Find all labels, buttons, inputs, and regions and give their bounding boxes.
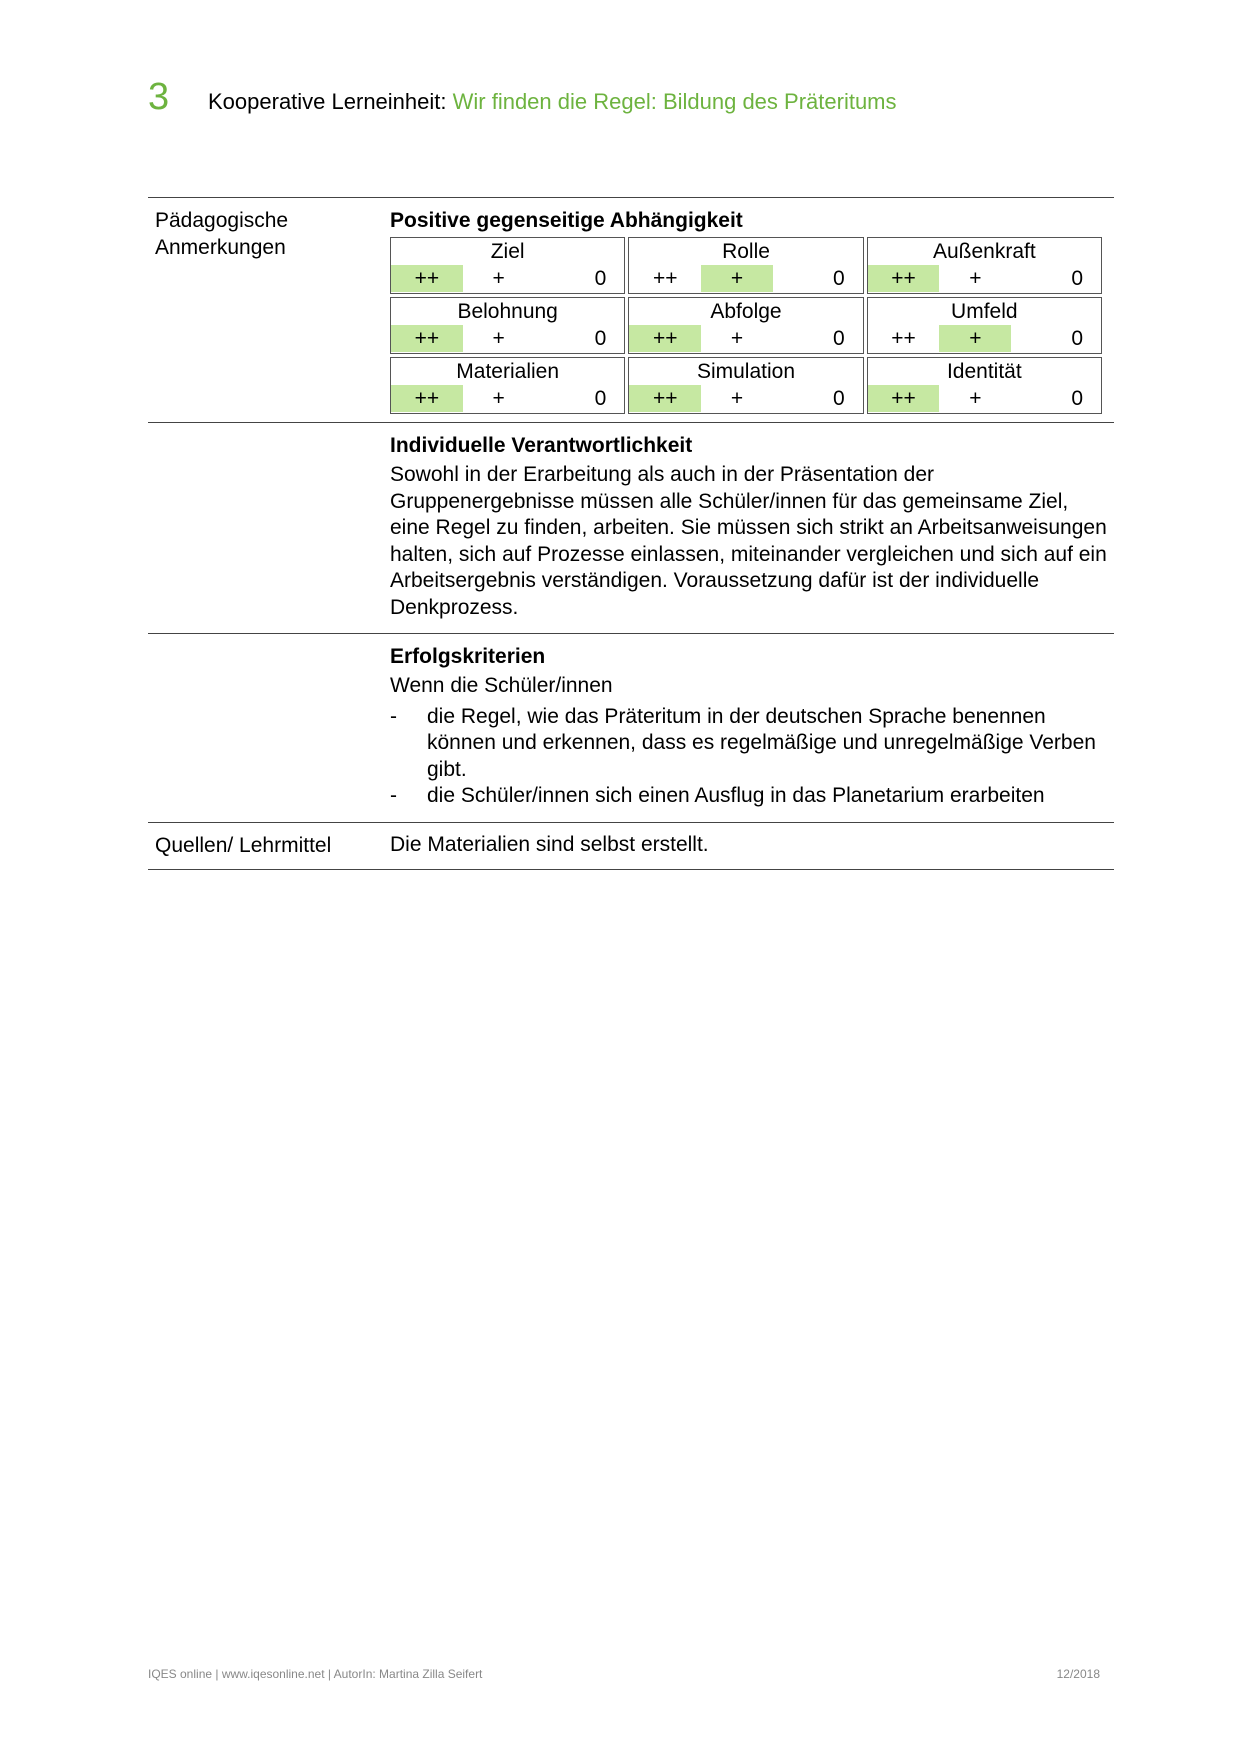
page-footer xyxy=(148,1667,1100,1681)
rating-option: 0 xyxy=(594,267,607,290)
grid-cell-materialien xyxy=(390,357,625,414)
rating-option: ++ xyxy=(629,385,701,412)
rating-option: 0 xyxy=(594,327,607,350)
rating-option: ++ xyxy=(391,265,463,292)
section-title: Erfolgskriterien xyxy=(390,645,546,668)
rating-scale xyxy=(868,265,1101,292)
rating-option: + xyxy=(730,327,744,350)
rating-option: 0 xyxy=(1071,267,1083,290)
grid-cell-belohnung xyxy=(390,297,625,354)
rating-option: ++ xyxy=(652,267,678,290)
rating-option: + xyxy=(492,327,505,350)
lesson-table xyxy=(148,197,1114,870)
rating-scale xyxy=(629,265,862,292)
row-quellen xyxy=(148,822,1114,870)
cell-title: Rolle xyxy=(722,240,770,263)
rating-option: ++ xyxy=(391,385,463,412)
rating-option: ++ xyxy=(868,385,940,412)
rating-scale xyxy=(629,385,862,412)
footer-credits: IQES online | www.iqesonline.net | AutorIn: Martina Zilla Seifert xyxy=(148,1667,483,1681)
rating-option: ++ xyxy=(891,327,916,350)
sources-text: Die Materialien sind selbst erstellt. xyxy=(390,832,709,856)
interdependence-grid xyxy=(390,237,1102,414)
row-paedagogisch xyxy=(148,197,1114,422)
rating-scale xyxy=(868,325,1101,352)
cell-title: Materialien xyxy=(456,360,560,383)
paragraph: Sowohl in der Erarbeitung als auch in der Präsentation der Gruppenergebnisse müssen alle Schüler/innen für das gemeinsame Ziel, eine Regel zu finden, arbeiten. Sie müssen sich strikt an Arbeitsanweisungen halten, sich auf Prozesse einlassen, miteinander vergleichen und sich auf ein Arbeitsergebnis verständigen. Voraussetzung dafür ist der individuelle Denkprozess. xyxy=(390,463,1107,619)
rating-scale xyxy=(868,385,1101,412)
list-item: - die Regel, wie das Präteritum in der deutschen Sprache benennen können und erkennen, dass es regelmäßige und unregelmäßige Verben gibt. xyxy=(390,704,1110,784)
row-verantwortlichkeit xyxy=(148,422,1114,633)
list-item: - die Schüler/innen sich einen Ausflug in das Planetarium erarbeiten xyxy=(390,783,1110,810)
cell-title: Simulation xyxy=(696,360,796,383)
rating-option: 0 xyxy=(832,327,845,350)
chapter-number: 3 xyxy=(148,76,170,118)
rating-option: + xyxy=(939,325,1011,352)
cell-title: Abfolge xyxy=(710,300,782,323)
row-erfolgskriterien xyxy=(148,633,1114,822)
page-title xyxy=(208,89,897,115)
grid-cell-identität xyxy=(867,357,1102,414)
rating-option: ++ xyxy=(391,325,463,352)
cell-title: Umfeld xyxy=(951,300,1018,323)
rating-scale xyxy=(391,265,624,292)
cell-title: Identität xyxy=(946,360,1022,383)
row-label: Pädagogische Anmerkungen xyxy=(155,209,289,259)
grid-cell-abfolge xyxy=(628,297,863,354)
cell-title: Außenkraft xyxy=(932,240,1036,263)
title-prefix: Kooperative Lerneinheit: xyxy=(208,89,447,114)
grid-cell-ziel xyxy=(390,237,625,294)
row-label: Quellen/ Lehrmittel xyxy=(155,833,332,857)
intro-text: Wenn die Schüler/innen xyxy=(390,674,613,697)
section-title: Positive gegenseitige Abhängigkeit xyxy=(390,209,743,232)
grid-cell-simulation xyxy=(628,357,863,414)
rating-option: + xyxy=(730,387,744,410)
criteria-list xyxy=(390,704,1110,810)
rating-option: + xyxy=(969,267,982,290)
rating-scale xyxy=(391,325,624,352)
grid-cell-rolle xyxy=(628,237,863,294)
grid-cell-außenkraft xyxy=(867,237,1102,294)
rating-option: ++ xyxy=(629,325,701,352)
dash-bullet: - xyxy=(390,704,397,728)
section-title: Individuelle Verantwortlichkeit xyxy=(390,434,693,457)
page-header xyxy=(148,76,897,116)
cell-title: Ziel xyxy=(490,240,525,263)
rating-scale xyxy=(391,385,624,412)
cell-title: Belohnung xyxy=(457,300,558,323)
grid-cell-umfeld xyxy=(867,297,1102,354)
rating-option: + xyxy=(969,387,982,410)
rating-option: 0 xyxy=(594,387,607,410)
rating-option: + xyxy=(492,387,505,410)
rating-option: 0 xyxy=(832,267,845,290)
rating-scale xyxy=(629,325,862,352)
rating-option: ++ xyxy=(868,265,940,292)
footer-date: 12/2018 xyxy=(1056,1667,1100,1681)
rating-option: 0 xyxy=(1071,327,1083,350)
rating-option: 0 xyxy=(1071,387,1083,410)
rating-option: 0 xyxy=(832,387,845,410)
rating-option: + xyxy=(492,267,505,290)
dash-bullet: - xyxy=(390,784,397,807)
rating-option: + xyxy=(701,265,773,292)
title-accent: Wir finden die Regel: Bildung des Präteritums xyxy=(452,89,897,114)
